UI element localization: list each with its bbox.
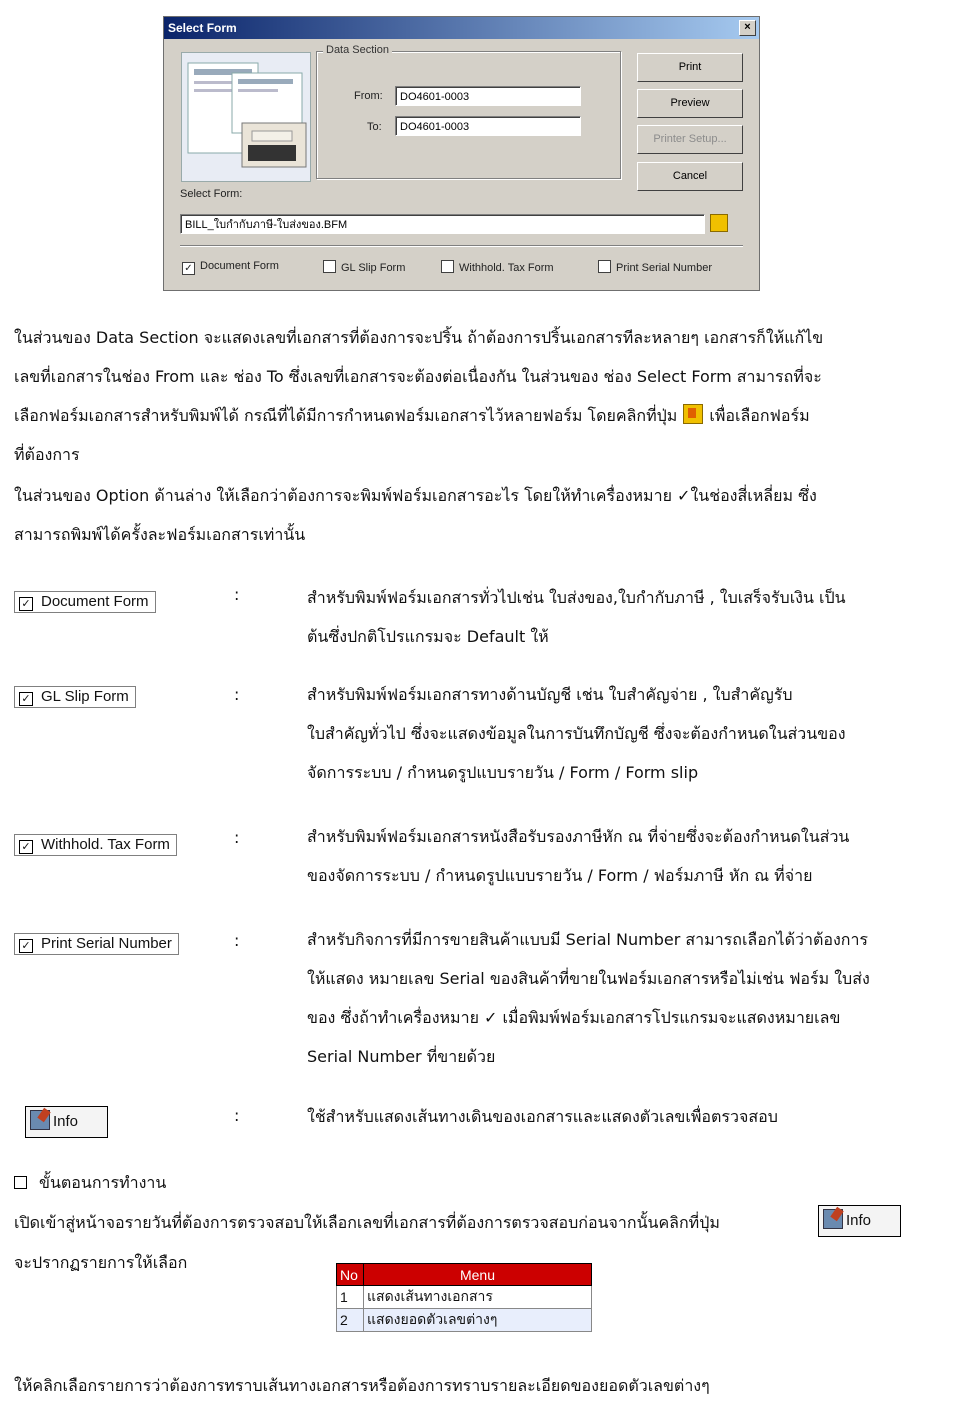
dialog-titlebar (164, 17, 759, 39)
document-form-option (14, 591, 156, 613)
description-line: ของจัดการระบบ / กำหนดรูปแบบรายวัน / Form / ฟอร์มภาษี หัก ณ ที่จ่าย (307, 866, 813, 885)
browse-form-icon (683, 404, 703, 424)
checkbox-box: ✓ (182, 262, 195, 275)
description-line: สำหรับกิจการที่มีการขายสินค้าแบบมี Serial Number สามารถเลือกได้ว่าต้องการ (307, 930, 869, 949)
info-icon (30, 1110, 50, 1130)
intro-text: เพื่อเลือกฟอร์ม (709, 406, 810, 425)
form-preview-image (181, 52, 311, 182)
description-line: Serial Number ที่ขายด้วย (307, 1047, 496, 1066)
intro-text: เลือกฟอร์มเอกสารสำหรับพิมพ์ได้ กรณีที่ได้มีการกำหนดฟอร์มเอกสารไว้หลายฟอร์ม โดยคลิกที่ปุ่ม (14, 406, 678, 425)
description-line: สำหรับพิมพ์ฟอร์มเอกสารทางด้านบัญชี เช่น ใบสำคัญจ่าย , ใบสำคัญรับ (307, 685, 793, 704)
check-icon: ✓ (19, 939, 33, 953)
checkbox-box (323, 260, 336, 273)
column-header-menu: Menu (364, 1264, 592, 1286)
browse-form-icon[interactable] (710, 214, 728, 232)
withhold-tax-form-description (307, 817, 937, 895)
withhold-tax-form-checkbox[interactable] (441, 260, 554, 274)
table-row[interactable] (337, 1309, 592, 1332)
gl-slip-form-description (307, 675, 937, 792)
checkbox-label: Withhold. Tax Form (459, 262, 554, 274)
intro-line: ในส่วนของ Option ด้านล่าง ให้เลือกว่าต้องการจะพิมพ์ฟอร์มเอกสารอะไร โดยให้ทำเครื่องหมาย ✓ในช่องสี่เหลี่ยม ซึ่ง (14, 486, 817, 505)
procedure-heading-text: ขั้นตอนการทำงาน (39, 1173, 167, 1192)
description-line: จัดการระบบ / กำหนดรูปแบบรายวัน / Form / Form slip (307, 763, 699, 782)
procedure-line: เปิดเข้าสู่หน้าจอรายวันที่ต้องการตรวจสอบให้เลือกเลขที่เอกสารที่ต้องการตรวจสอบก่อนจากนั้นคลิกที่ปุ่ม (14, 1213, 720, 1232)
intro-line: เลขที่เอกสารในช่อง From และ ช่อง To ซึ่งเลขที่เอกสารจะต้องต่อเนื่องกัน ในส่วนของ ช่อง Select Form สามารถที่จะ (14, 367, 822, 386)
from-input[interactable]: DO4601-0003 (395, 86, 581, 106)
colon: : (234, 585, 240, 604)
printer-illustration-icon (182, 53, 310, 181)
dialog-title: Select Form (168, 21, 237, 35)
checkbox-bullet-icon (14, 1176, 27, 1189)
document-form-checkbox[interactable] (182, 260, 279, 275)
row-number: 2 (337, 1309, 364, 1332)
cancel-button[interactable]: Cancel (637, 162, 743, 191)
check-icon: ✓ (19, 692, 33, 706)
print-serial-number-option (14, 933, 179, 955)
info-button-illustration (25, 1106, 108, 1138)
check-icon: ✓ (19, 597, 33, 611)
checkbox-box (441, 260, 454, 273)
to-input[interactable]: DO4601-0003 (395, 116, 581, 136)
printer-setup-button[interactable]: Printer Setup... (637, 125, 743, 154)
option-label: Document Form (41, 593, 149, 610)
option-intro-paragraph (14, 476, 944, 554)
document-form-description (307, 578, 937, 656)
procedure-line: จะปรากฏรายการให้เลือก (14, 1253, 188, 1272)
close-button[interactable]: × (739, 20, 756, 36)
intro-line: ในส่วนของ Data Section จะแสดงเลขที่เอกสารที่ต้องการจะปริ้น ถ้าต้องการปริ้นเอกสารทีละหลายๆ เอกสารก็ให้แก้ไข (14, 328, 824, 347)
colon: : (234, 1106, 240, 1125)
row-number: 1 (337, 1286, 364, 1309)
intro-line: ที่ต้องการ (14, 445, 80, 464)
option-label: Print Serial Number (41, 935, 172, 952)
checkbox-label: Document Form (200, 260, 279, 272)
procedure-footer: ให้คลิกเลือกรายการว่าต้องการทราบเส้นทางเอกสารหรือต้องการทราบรายละเอียดของยอดตัวเลขต่างๆ (14, 1376, 710, 1395)
intro-paragraph (14, 318, 944, 474)
description-line: ให้แสดง หมายเลข Serial ของสินค้าที่ขายในฟอร์มเอกสารหรือไม่เช่น ฟอร์ม ใบส่ง (307, 969, 870, 988)
checkbox-label: Print Serial Number (616, 262, 712, 274)
description-line: ต้นซึ่งปกติโปรแกรมจะ Default ให้ (307, 627, 549, 646)
to-label: To: (367, 121, 382, 133)
check-icon: ✓ (19, 840, 33, 854)
data-section-legend: Data Section (323, 44, 392, 56)
column-header-no: No (337, 1264, 364, 1286)
checkbox-box (598, 260, 611, 273)
select-form-dialog (163, 16, 760, 291)
preview-button[interactable]: Preview (637, 89, 743, 118)
print-serial-number-checkbox[interactable] (598, 260, 712, 274)
from-label: From: (354, 90, 383, 102)
colon: : (234, 931, 240, 950)
option-label: Withhold. Tax Form (41, 836, 170, 853)
table-row[interactable] (337, 1286, 592, 1309)
intro-line (14, 396, 944, 435)
print-button[interactable]: Print (637, 53, 743, 82)
option-label: GL Slip Form (41, 688, 129, 705)
gl-slip-form-option (14, 686, 136, 708)
info-label: Info (846, 1212, 872, 1229)
info-description: ใช้สำหรับแสดงเส้นทางเดินของเอกสารและแสดงตัวเลขเพื่อตรวจสอบ (307, 1107, 778, 1126)
checkbox-label: GL Slip Form (341, 262, 406, 274)
gl-slip-form-checkbox[interactable] (323, 260, 405, 274)
procedure-heading (14, 1171, 166, 1196)
select-form-input[interactable]: BILL_ใบกำกับภาษี-ใบส่งของ.BFM (180, 214, 705, 234)
row-menu: แสดงเส้นทางเอกสาร (364, 1286, 592, 1309)
withhold-tax-form-option (14, 834, 177, 856)
colon: : (234, 828, 240, 847)
info-menu-table (336, 1263, 592, 1332)
row-menu: แสดงยอดตัวเลขต่างๆ (364, 1309, 592, 1332)
intro-line: สามารถพิมพ์ได้ครั้งละฟอร์มเอกสารเท่านั้น (14, 525, 306, 544)
description-line: ของ ซึ่งถ้าทำเครื่องหมาย ✓ เมื่อพิมพ์ฟอร์มเอกสารโปรแกรมจะแสดงหมายเลข (307, 1008, 841, 1027)
separator (180, 245, 743, 247)
colon: : (234, 685, 240, 704)
info-label: Info (53, 1113, 79, 1130)
info-button-illustration (818, 1205, 901, 1237)
info-icon (823, 1209, 843, 1229)
select-form-label: Select Form: (180, 188, 243, 200)
description-line: ใบสำคัญทั่วไป ซึ่งจะแสดงข้อมูลในการบันทึกบัญชี ซึ่งจะต้องกำหนดในส่วนของ (307, 724, 846, 743)
table-header (337, 1264, 592, 1286)
print-serial-number-description (307, 920, 937, 1076)
description-line: สำหรับพิมพ์ฟอร์มเอกสารทั่วไปเช่น ใบส่งของ,ใบกำกับภาษี , ใบเสร็จรับเงิน เป็น (307, 588, 846, 607)
data-section-group (316, 44, 621, 179)
description-line: สำหรับพิมพ์ฟอร์มเอกสารหนังสือรับรองภาษีหัก ณ ที่จ่ายซึ่งจะต้องกำหนดในส่วน (307, 827, 850, 846)
